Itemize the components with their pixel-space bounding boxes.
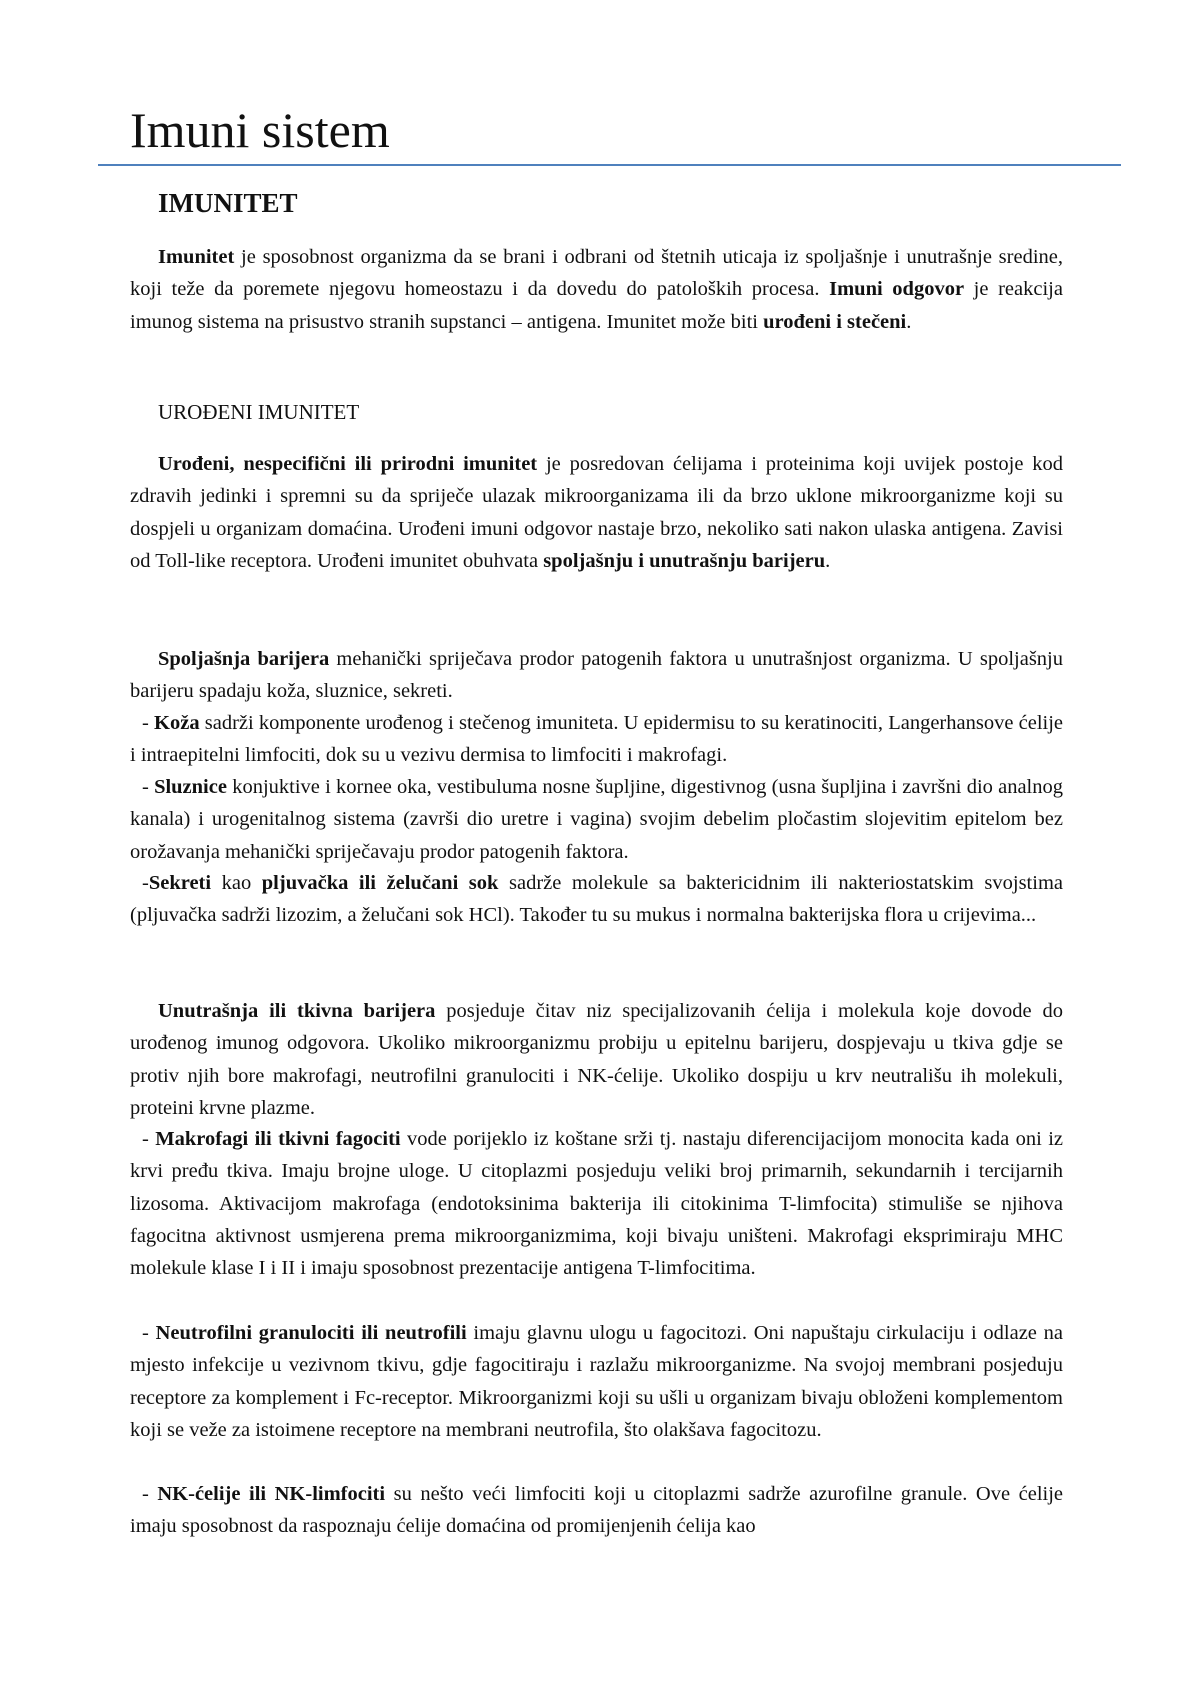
list-item-koza [130, 707, 1063, 772]
bold-term: spoljašnju i unutrašnju barijeru [543, 549, 826, 572]
bold-term: Sluznice [154, 776, 227, 798]
list-item-sluznice [130, 771, 1063, 868]
paragraph-text: je posredovan ćelijama i proteinima koji uvijek postoje kod zdravih jedinki i spremni su da spriječe ulazak mikroorganizama ili da brzo uklone mikroorganizme koji su dospjeli u organizam domaćina. Urođeni imuni odgovor nastaje brzo, nekoliko sati nakon ulaska antigena. Zavisi od Toll-like receptora. Urođeni imunitet obuhvata [130, 453, 1064, 572]
list-item-makrofagi [130, 1123, 1063, 1284]
paragraph-text: mehanički spriječava prodor patogenih faktora u unutrašnjost organizma. U spoljašnju barijeru spadaju koža, sluznice, sekreti. [130, 648, 1064, 703]
bullet-dash: - [142, 1483, 158, 1505]
bold-term: Makrofagi ili tkivni fagociti [155, 1128, 401, 1150]
subsection-heading-urodjeni: UROĐENI IMUNITET [158, 400, 360, 424]
bold-term: NK-ćelije ili NK-limfociti [157, 1483, 386, 1505]
paragraph-text: . [906, 310, 912, 333]
list-item-neutrofili [130, 1317, 1063, 1446]
paragraph-text: je reakcija imunog sistema na prisustvo stranih supstanci – antigena. Imunitet može biti [130, 278, 1063, 333]
bullet-dash: - [142, 776, 155, 798]
bullet-dash: - [142, 872, 149, 894]
bold-term: Neutrofilni granulociti ili neutrofili [155, 1322, 467, 1344]
paragraph-urodjeni-imunitet [130, 448, 1063, 577]
bold-term: Imuni odgovor [829, 278, 965, 301]
bold-term: urođeni i stečeni [763, 310, 907, 333]
bullet-dash: - [142, 1322, 156, 1344]
bullet-dash: - [142, 1128, 156, 1150]
bold-term: Koža [154, 712, 200, 734]
bold-term: pljuvačka ili želučani sok [261, 872, 499, 894]
paragraph-text: su nešto veći limfociti koji u citoplazmi sadrže azurofilne granule. Ove ćelije imaju sposobnost da raspoznaju ćelije domaćina od promijenjenih ćelija kao [130, 1483, 1064, 1538]
bold-term: Imunitet [158, 246, 235, 268]
bold-term: Sekreti [148, 872, 212, 894]
bullet-dash: - [142, 712, 155, 734]
paragraph-spoljasnja-barijera [130, 643, 1063, 708]
document-title: Imuni sistem [130, 102, 390, 158]
paragraph-text: posjeduje čitav niz specijalizovanih ćelija i molekula koje dovode do urođenog imunog odgovora. Ukoliko mikroorganizmu probiju u epitelnu barijeru, dospjevaju u tkiva gdje se protiv njih bore makrofagi, neutrofilni granulociti i NK-ćelije. Ukoliko dospiju u krv neutrališu ih molekuli, proteini krvne plazme. [130, 1000, 1063, 1119]
title-underline [98, 164, 1121, 166]
paragraph-imunitet-definition [130, 241, 1063, 338]
list-item-nk-celije [130, 1478, 1063, 1543]
section-heading-imunitet: IMUNITET [158, 188, 298, 218]
paragraph-text: imaju glavnu ulogu u fagocitozi. Oni napuštaju cirkulaciju i odlaze na mjesto infekcije u vezivnom tkivu, gdje fagocitiraju i razlažu mikroorganizme. Na svojoj membrani posjeduju receptore za komplement i Fc-receptor. Mikroorganizmi koji su ušli u organizam bivaju obloženi komplementom koji se veže za istoimene receptore na membrani neutrofila, što olakšava fagocitozu. [130, 1322, 1063, 1441]
bold-term: Urođeni, nespecifični ili prirodni imunitet [158, 453, 538, 475]
paragraph-text: kao [211, 872, 262, 894]
paragraph-text: vode porijeklo iz koštane srži tj. nastaju diferencijacijom monocita kada oni iz krvi pređu tkiva. Imaju brojne uloge. U citoplazmi posjeduju veliki broj primarnih, sekundarnih i tercijarnih lizosoma. Aktivacijom makrofaga (endotoksinima bakterija ili citokinima T-limfocita) stimuliše se njihova fagocitna aktivnost usmjerena prema mikroorganizmima, koji bivaju uništeni. Makrofagi eksprimiraju MHC molekule klase I i II i imaju sposobnost prezentacije antigena T-limfocitima. [130, 1128, 1063, 1280]
paragraph-text: . [825, 549, 831, 572]
paragraph-unutrasnja-barijera [130, 995, 1063, 1124]
bold-term: Unutrašnja ili tkivna barijera [158, 1000, 436, 1022]
paragraph-text: sadrži komponente urođenog i stečenog imuniteta. U epidermisu to su keratinociti, Langerhansove ćelije i intraepitelni limfociti, dok su u vezivu dermisa to limfociti i makrofagi. [130, 712, 1064, 767]
bold-term: Spoljašnja barijera [158, 648, 330, 670]
paragraph-text: konjuktive i kornee oka, vestibuluma nosne šupljine, digestivnog (usna šupljina i završni dio analnog kanala) i urogenitalnog sistema (završi dio uretre i vagina) svojim debelim pločastim slojevitim epitelom bez orožavanja mehanički spriječavaju prodor patogenih faktora. [130, 776, 1064, 863]
paragraph-text: sadrže molekule sa baktericidnim ili nakteriostatskim svojstima (pljuvačka sadrži lizozim, a želučani sok HCl). Također tu su mukus i normalna bakterijska flora u crijevima... [130, 872, 1063, 927]
list-item-sekreti [130, 867, 1063, 932]
paragraph-text: je sposobnost organizma da se brani i odbrani od štetnih uticaja iz spoljašnje i unutrašnje sredine, koji teže da poremete njegovu homeostazu i da dovedu do patoloških procesa. [130, 246, 1063, 301]
